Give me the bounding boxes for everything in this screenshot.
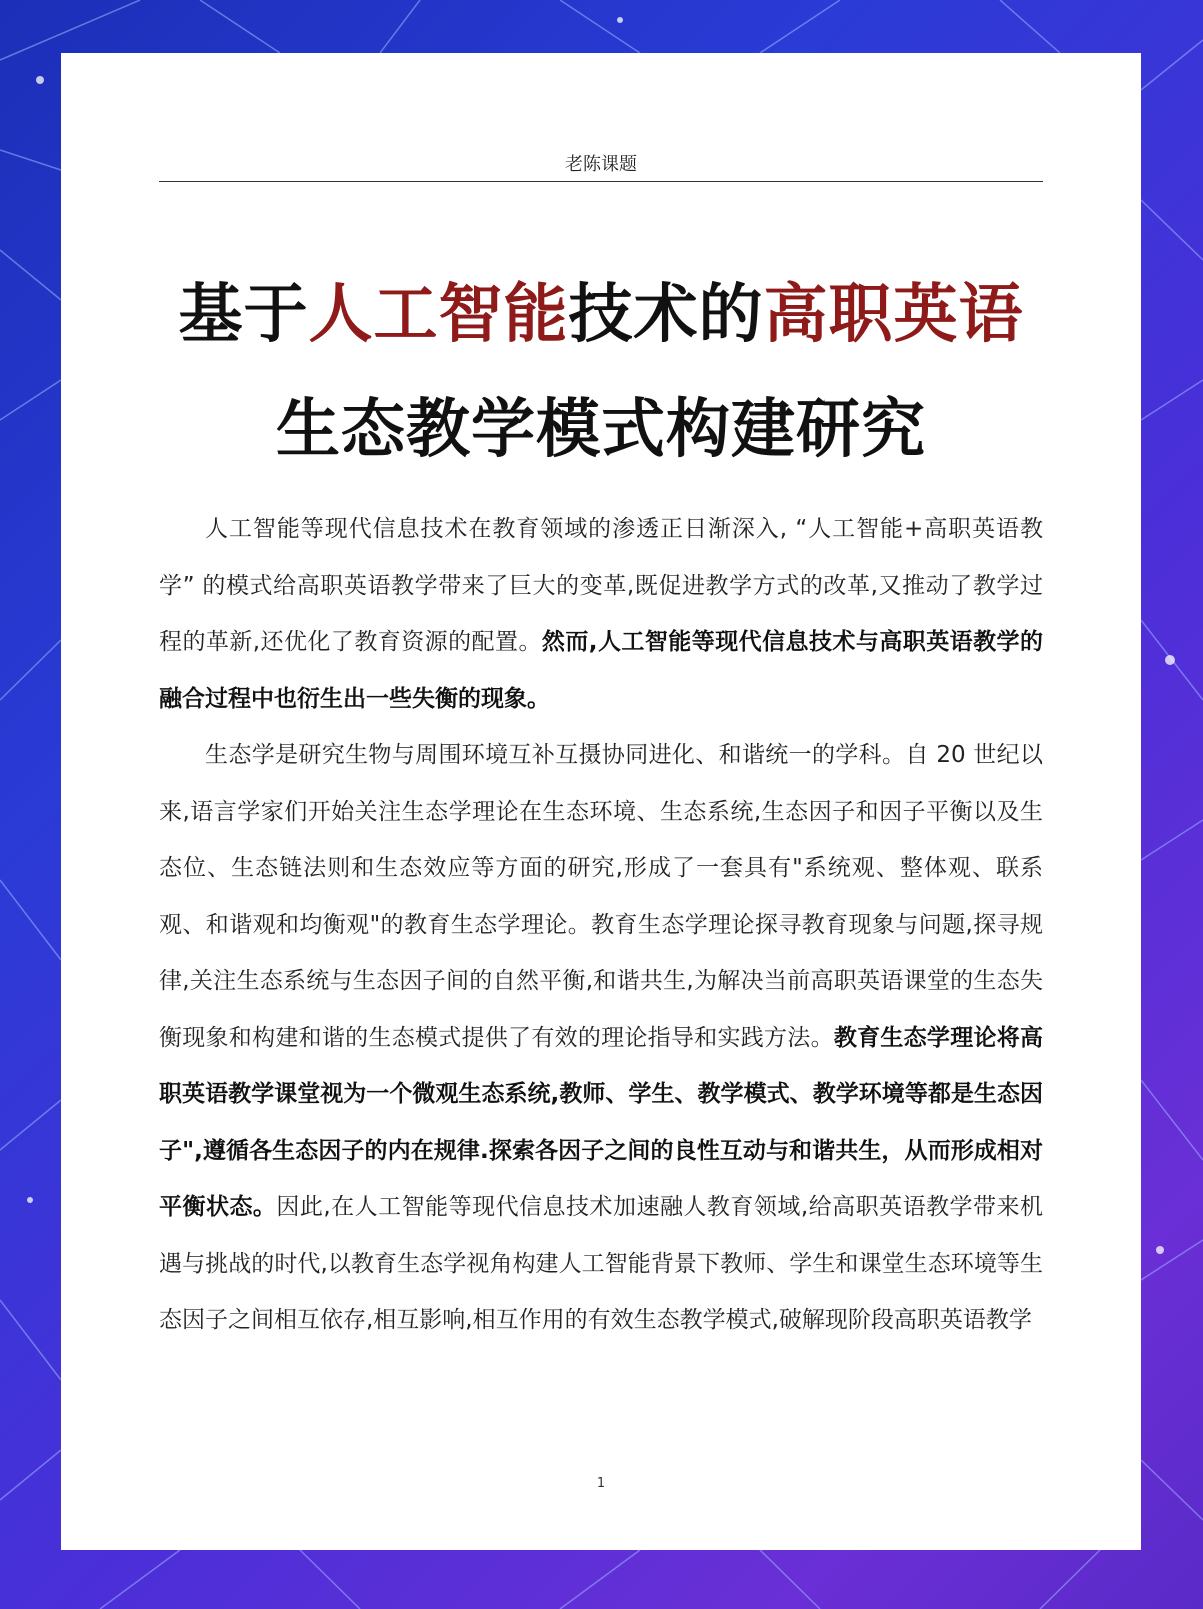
bold-emphasis: 然而,人工智能等现代信息技术与高职英语教学的融合过程中也衍生出一些失衡的现象。 <box>159 629 1043 712</box>
page-number: 1 <box>596 1476 606 1491</box>
title-line-1 <box>61 263 1141 355</box>
paragraph-2: 生态学是研究生物与周围环境互补互摄协同进化、和谐统一的学科。自 20 世纪以来,语言学家们开始关注生态学理论在生态环境、生态系统,生态因子和因子平衡以及生态位、生态链法则和生态效应等方面的研究,形成了一套具有"系统观、整体观、联系观、和谐观和均衡观"的教育生态学理论。教育生态学理论探寻教育现象与问题,探寻规律,关注生态系统与生态因子间的自然平衡,和谐共生,为解决当前高职英语课堂的生态失衡现象和构建和谐的生态模式提供了有效的理论指导和实践方法。教育生态学理论将高职英语教学课堂视为一个微观生态系统,教师、学生、教学模式、教学环境等都是生态因子",遵循各生态因子的内在规律.探索各因子之间的良性互动与和谐共生，从而形成相对平衡状态。因此,在人工智能等现代信息技术加速融人教育领域,给高职英语教学带来机遇与挑战的时代,以教育生态学视角构建人工智能背景下教师、学生和课堂生态环境等生态因子之间相互依存,相互影响,相互作用的有效生态教学模式,破解现阶段高职英语教学 <box>159 742 1044 1333</box>
bold-emphasis: 教育生态学理论将高职英语教学课堂视为一个微观生态系统,教师、学生、教学模式、教学环境等都是生态因子",遵循各生态因子的内在规律.探索各因子之间的良性互动与和谐共生，从而形成相对平衡状态。 <box>159 1024 1044 1220</box>
paragraph-1: 人工智能等现代信息技术在教育领域的渗透正日渐深入, “人工智能+高职英语教学” 的模式给高职英语教学带来了巨大的变革,既促进教学方式的改革,又推动了教学过程的革新,还优化了教育资源的配置。然而,人工智能等现代信息技术与高职英语教学的融合过程中也衍生出一些失衡的现象。 <box>159 516 1043 712</box>
running-header: 老陈课题 <box>565 154 637 175</box>
title-line-2: 生态教学模式构建研究 <box>276 393 926 467</box>
header-rule <box>159 181 1043 182</box>
title-highlight-ai: 人工智能 <box>308 278 569 352</box>
title-segment: 基于 <box>178 278 309 352</box>
document-page <box>61 53 1141 1550</box>
body-text <box>159 501 1043 1349</box>
title-highlight-english: 高职英语 <box>763 278 1024 352</box>
title-segment: 技术的 <box>568 278 764 352</box>
